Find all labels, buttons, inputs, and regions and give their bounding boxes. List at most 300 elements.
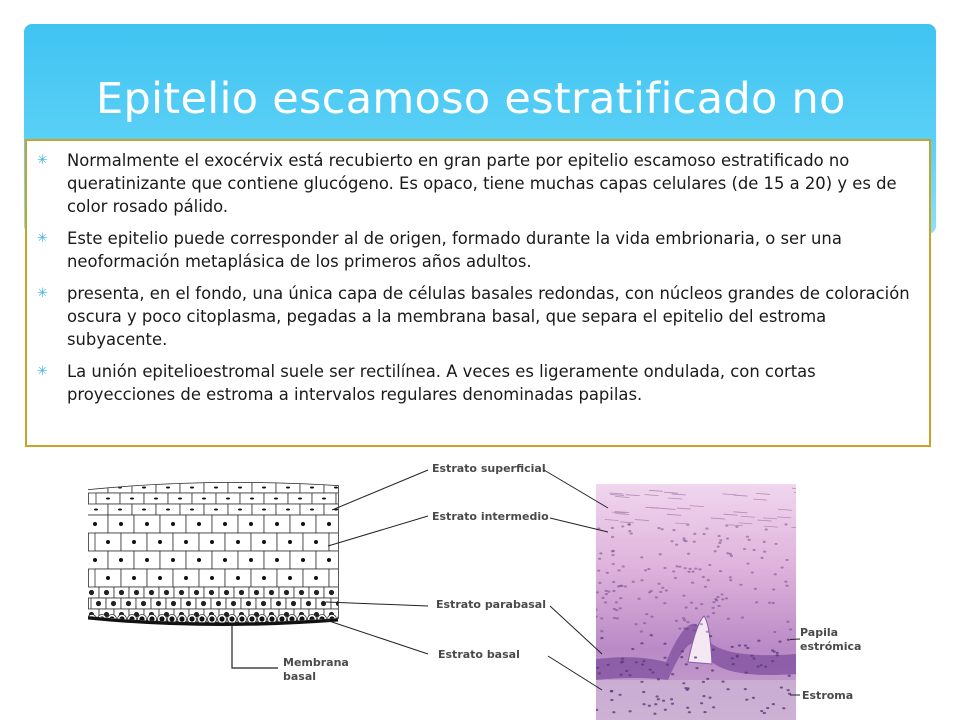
nucleus bbox=[772, 602, 775, 604]
nucleus bbox=[648, 669, 651, 671]
nucleus bbox=[650, 590, 653, 592]
nucleus bbox=[339, 616, 344, 621]
nucleus bbox=[685, 663, 688, 665]
nucleus bbox=[216, 601, 221, 606]
nucleus bbox=[738, 644, 741, 646]
nucleus bbox=[706, 631, 709, 633]
nucleus bbox=[306, 601, 311, 606]
nucleus bbox=[190, 487, 194, 489]
nucleus bbox=[89, 590, 94, 595]
nucleus bbox=[686, 687, 689, 689]
nucleus bbox=[708, 564, 711, 566]
nucleus bbox=[214, 509, 218, 511]
nucleus bbox=[645, 613, 648, 615]
nucleus bbox=[702, 576, 705, 578]
nucleus bbox=[169, 616, 174, 621]
nucleus bbox=[670, 698, 673, 700]
nucleus bbox=[763, 551, 766, 553]
bullet-text: presenta, en el fondo, una única capa de células basales redondas, con núcleos grandes de coloración oscura y poco citoplasma, pegadas a la membrana basal, que separa el epitelio del estroma subyacente. bbox=[67, 284, 910, 349]
nucleus bbox=[752, 697, 755, 699]
nucleus bbox=[712, 607, 715, 609]
nucleus bbox=[675, 565, 678, 567]
stroma-region bbox=[596, 680, 796, 720]
nucleus bbox=[274, 498, 278, 500]
text-box bbox=[25, 139, 931, 447]
nucleus bbox=[119, 558, 123, 562]
nucleus bbox=[705, 527, 708, 529]
nucleus bbox=[262, 576, 266, 580]
nucleus bbox=[691, 571, 694, 573]
nucleus bbox=[745, 699, 748, 701]
nucleus bbox=[700, 623, 703, 625]
nucleus bbox=[632, 581, 635, 583]
nucleus bbox=[340, 576, 344, 580]
nucleus bbox=[714, 550, 717, 552]
nucleus bbox=[171, 522, 175, 526]
slide-title: Epitelio escamoso estratificado no bbox=[96, 74, 846, 124]
nucleus bbox=[782, 707, 785, 709]
leader-basal bbox=[320, 618, 428, 654]
cell bbox=[338, 615, 347, 624]
nucleus bbox=[269, 616, 274, 621]
nucleus bbox=[93, 522, 97, 526]
nucleus bbox=[166, 487, 170, 489]
nucleus bbox=[209, 616, 214, 621]
nucleus bbox=[159, 616, 164, 621]
nucleus bbox=[650, 616, 653, 618]
nucleus bbox=[223, 558, 227, 562]
nucleus bbox=[784, 581, 787, 583]
nucleus bbox=[704, 586, 707, 588]
nucleus bbox=[141, 601, 146, 606]
nucleus bbox=[731, 646, 734, 648]
nucleus bbox=[291, 601, 296, 606]
nucleus bbox=[262, 487, 266, 489]
nucleus bbox=[682, 595, 685, 597]
nucleus bbox=[716, 596, 719, 598]
cell bbox=[336, 493, 360, 504]
nucleus bbox=[778, 641, 781, 643]
nucleus bbox=[634, 623, 637, 625]
nucleus bbox=[642, 660, 645, 662]
nucleus bbox=[299, 590, 304, 595]
nucleus bbox=[149, 590, 154, 595]
epithelium-diagram bbox=[88, 458, 588, 720]
nucleus bbox=[729, 576, 732, 578]
nucleus bbox=[130, 498, 134, 500]
nucleus bbox=[721, 598, 724, 600]
intermediate-cells bbox=[88, 515, 355, 587]
leader-superficial-right bbox=[544, 470, 608, 508]
nucleus bbox=[781, 566, 784, 568]
bullet-item bbox=[37, 149, 915, 218]
nucleus bbox=[106, 498, 110, 500]
nucleus bbox=[726, 552, 729, 554]
nucleus bbox=[719, 539, 722, 541]
nucleus bbox=[190, 509, 194, 511]
label-membrana: Membrana bbox=[283, 656, 349, 669]
nucleus bbox=[134, 590, 139, 595]
nucleus bbox=[712, 601, 715, 603]
leader-parabasal-right bbox=[550, 606, 602, 654]
nucleus bbox=[104, 590, 109, 595]
nucleus bbox=[664, 709, 667, 711]
nucleus bbox=[262, 509, 266, 511]
nucleus bbox=[692, 629, 695, 631]
nucleus bbox=[744, 645, 747, 647]
nucleus bbox=[186, 601, 191, 606]
nucleus bbox=[314, 590, 319, 595]
nucleus bbox=[700, 603, 703, 605]
nucleus bbox=[106, 540, 110, 544]
nucleus bbox=[189, 616, 194, 621]
nucleus bbox=[640, 642, 643, 644]
nucleus bbox=[126, 601, 131, 606]
nucleus bbox=[760, 664, 763, 666]
nucleus bbox=[678, 566, 681, 568]
nucleus bbox=[690, 602, 693, 604]
bullet-list bbox=[37, 149, 915, 406]
nucleus bbox=[727, 618, 730, 620]
nucleus bbox=[682, 617, 685, 619]
nucleus bbox=[686, 707, 689, 709]
nucleus bbox=[158, 576, 162, 580]
label-papila: Papila bbox=[800, 626, 839, 639]
nucleus bbox=[119, 590, 124, 595]
nucleus bbox=[628, 710, 631, 712]
nucleus bbox=[197, 522, 201, 526]
superficial-cells bbox=[88, 482, 360, 515]
nucleus bbox=[757, 640, 760, 642]
nucleus bbox=[286, 509, 290, 511]
nucleus bbox=[301, 522, 305, 526]
nucleus bbox=[314, 540, 318, 544]
nucleus bbox=[744, 688, 747, 690]
nucleus bbox=[739, 584, 742, 586]
nucleus bbox=[774, 573, 777, 575]
nucleus bbox=[661, 528, 664, 530]
nucleus bbox=[756, 665, 759, 667]
nucleus bbox=[687, 553, 690, 555]
nucleus bbox=[164, 590, 169, 595]
nucleus bbox=[663, 657, 666, 659]
nucleus bbox=[703, 711, 706, 713]
nucleus bbox=[784, 523, 787, 525]
asterisk-bullet-icon: ✳ bbox=[37, 231, 48, 246]
nucleus bbox=[689, 568, 692, 570]
nucleus bbox=[683, 539, 686, 541]
nucleus bbox=[118, 509, 122, 511]
nucleus bbox=[154, 498, 158, 500]
nucleus bbox=[680, 656, 683, 658]
nucleus bbox=[712, 648, 715, 650]
nucleus bbox=[683, 619, 686, 621]
nucleus bbox=[707, 579, 710, 581]
nucleus bbox=[654, 703, 657, 705]
leader-basal-right bbox=[548, 656, 602, 690]
nucleus bbox=[329, 590, 334, 595]
nucleus bbox=[219, 616, 224, 621]
nucleus bbox=[106, 576, 110, 580]
nucleus bbox=[650, 634, 653, 636]
nucleus bbox=[201, 601, 206, 606]
leader-parabasal bbox=[326, 602, 428, 606]
nucleus bbox=[743, 548, 746, 550]
nucleus bbox=[670, 540, 673, 542]
nucleus bbox=[238, 487, 242, 489]
nucleus bbox=[658, 583, 661, 585]
label-estrato-basal: Estrato basal bbox=[438, 648, 520, 661]
nucleus bbox=[691, 582, 694, 584]
nucleus bbox=[158, 540, 162, 544]
nucleus bbox=[655, 596, 658, 598]
nucleus bbox=[755, 601, 758, 603]
nucleus bbox=[210, 540, 214, 544]
cell bbox=[88, 551, 108, 569]
nucleus bbox=[731, 657, 734, 659]
nucleus bbox=[156, 601, 161, 606]
nucleus bbox=[226, 498, 230, 500]
nucleus bbox=[684, 567, 687, 569]
nucleus bbox=[726, 688, 729, 690]
nucleus bbox=[621, 658, 624, 660]
nucleus bbox=[663, 643, 666, 645]
leader-superficial bbox=[332, 470, 428, 510]
nucleus bbox=[310, 509, 314, 511]
nucleus bbox=[773, 631, 776, 633]
nucleus bbox=[179, 590, 184, 595]
nucleus bbox=[644, 569, 647, 571]
nucleus bbox=[735, 526, 738, 528]
nucleus bbox=[688, 711, 691, 713]
nucleus bbox=[178, 498, 182, 500]
nucleus bbox=[119, 522, 123, 526]
nucleus bbox=[621, 525, 624, 527]
nucleus bbox=[640, 681, 643, 683]
nucleus bbox=[238, 509, 242, 511]
micrograph-leaders bbox=[540, 458, 620, 720]
nucleus bbox=[262, 540, 266, 544]
nucleus bbox=[194, 590, 199, 595]
nucleus bbox=[620, 585, 623, 587]
nucleus bbox=[199, 616, 204, 621]
nucleus bbox=[666, 663, 669, 665]
nucleus bbox=[642, 703, 645, 705]
nucleus bbox=[310, 487, 314, 489]
nucleus bbox=[631, 648, 634, 650]
nucleus bbox=[279, 616, 284, 621]
nucleus bbox=[642, 691, 645, 693]
nucleus bbox=[764, 666, 767, 668]
nucleus bbox=[653, 713, 656, 715]
nucleus bbox=[695, 607, 698, 609]
nucleus bbox=[685, 606, 688, 608]
histology-micrograph bbox=[596, 484, 796, 720]
nucleus bbox=[694, 656, 697, 658]
membrane-bracket bbox=[232, 626, 278, 668]
nucleus bbox=[760, 710, 763, 712]
nucleus bbox=[768, 602, 771, 604]
nucleus bbox=[322, 498, 326, 500]
nucleus bbox=[346, 498, 350, 500]
nucleus bbox=[708, 696, 711, 698]
parabasal-cells bbox=[88, 587, 346, 620]
nucleus bbox=[774, 543, 777, 545]
nucleus bbox=[197, 558, 201, 562]
nucleus bbox=[766, 707, 769, 709]
nucleus bbox=[729, 579, 732, 581]
nucleus bbox=[659, 591, 662, 593]
nucleus bbox=[661, 587, 664, 589]
nucleus bbox=[763, 541, 766, 543]
nucleus bbox=[142, 509, 146, 511]
nucleus bbox=[284, 590, 289, 595]
nucleus bbox=[142, 487, 146, 489]
nucleus bbox=[628, 530, 631, 532]
label-estrato-superficial: Estrato superficial bbox=[432, 462, 546, 475]
nucleus bbox=[780, 686, 783, 688]
nucleus bbox=[334, 487, 338, 489]
nucleus bbox=[184, 540, 188, 544]
nucleus bbox=[682, 537, 685, 539]
nucleus bbox=[657, 678, 660, 680]
label-basal: basal bbox=[283, 670, 317, 683]
nucleus bbox=[261, 601, 266, 606]
nucleus bbox=[637, 598, 640, 600]
nucleus bbox=[706, 678, 709, 680]
nucleus bbox=[314, 576, 318, 580]
nucleus bbox=[674, 577, 677, 579]
nucleus bbox=[275, 522, 279, 526]
nucleus bbox=[657, 527, 660, 529]
label-estromica: estrómica bbox=[800, 640, 862, 653]
asterisk-bullet-icon: ✳ bbox=[37, 153, 48, 168]
bullet-text: Normalmente el exocérvix está recubierto en gran parte por epitelio escamoso estratificado no queratinizante que contiene glucógeno. Es opaco, tiene muchas capas celulares (de 15 a 20) y es de color rosado pálido. bbox=[67, 151, 897, 216]
nucleus bbox=[714, 598, 717, 600]
nucleus bbox=[751, 571, 754, 573]
nucleus bbox=[236, 540, 240, 544]
nucleus bbox=[686, 621, 689, 623]
nucleus bbox=[721, 681, 724, 683]
asterisk-bullet-icon: ✳ bbox=[37, 286, 48, 301]
nucleus bbox=[725, 524, 728, 526]
nucleus bbox=[286, 487, 290, 489]
nucleus bbox=[663, 567, 666, 569]
label-estroma: Estroma bbox=[802, 689, 854, 702]
nucleus bbox=[771, 649, 774, 651]
nucleus bbox=[93, 558, 97, 562]
nucleus bbox=[709, 635, 712, 637]
nucleus bbox=[719, 570, 722, 572]
cell bbox=[329, 569, 355, 587]
nucleus bbox=[111, 601, 116, 606]
nucleus bbox=[698, 568, 701, 570]
nucleus bbox=[776, 652, 779, 654]
nucleus bbox=[246, 601, 251, 606]
nucleus bbox=[171, 601, 176, 606]
nucleus bbox=[712, 706, 715, 708]
nucleus bbox=[94, 509, 98, 511]
nucleus bbox=[647, 568, 650, 570]
nucleus bbox=[711, 669, 714, 671]
nucleus bbox=[236, 576, 240, 580]
nucleus bbox=[765, 528, 768, 530]
bullet-item bbox=[37, 227, 915, 273]
nucleus bbox=[641, 663, 644, 665]
nucleus bbox=[276, 601, 281, 606]
nucleus bbox=[659, 553, 662, 555]
nucleus bbox=[687, 571, 690, 573]
nucleus bbox=[209, 590, 214, 595]
cell bbox=[88, 482, 108, 493]
nucleus bbox=[259, 616, 264, 621]
nucleus bbox=[717, 546, 720, 548]
nucleus bbox=[678, 627, 681, 629]
nucleus bbox=[754, 588, 757, 590]
nucleus bbox=[651, 671, 654, 673]
bullet-item bbox=[37, 282, 915, 351]
nucleus bbox=[746, 647, 749, 649]
nucleus bbox=[776, 654, 779, 656]
nucleus bbox=[700, 702, 703, 704]
nucleus bbox=[621, 660, 624, 662]
nucleus bbox=[746, 536, 749, 538]
nucleus bbox=[717, 605, 720, 607]
nucleus bbox=[693, 541, 696, 543]
leader-papila bbox=[790, 639, 800, 644]
nucleus bbox=[712, 612, 715, 614]
nucleus bbox=[624, 585, 627, 587]
leader-intermedio-right bbox=[550, 518, 608, 532]
nucleus bbox=[179, 616, 184, 621]
nucleus bbox=[732, 663, 735, 665]
nucleus bbox=[694, 624, 697, 626]
nucleus bbox=[224, 590, 229, 595]
nucleus bbox=[145, 558, 149, 562]
nucleus bbox=[675, 620, 678, 622]
nucleus bbox=[771, 660, 774, 662]
nucleus bbox=[702, 695, 705, 697]
nucleus bbox=[657, 698, 660, 700]
nucleus bbox=[671, 703, 674, 705]
nucleus bbox=[250, 498, 254, 500]
nucleus bbox=[752, 657, 755, 659]
bullet-text: La unión epitelioestromal suele ser rectilínea. A veces es ligeramente ondulada, con cortas proyecciones de estroma a intervalos regulares denominadas papilas. bbox=[67, 362, 816, 404]
nucleus bbox=[682, 682, 685, 684]
nucleus bbox=[672, 529, 675, 531]
nucleus bbox=[635, 661, 638, 663]
nucleus bbox=[239, 616, 244, 621]
nucleus bbox=[622, 565, 625, 567]
nucleus bbox=[298, 498, 302, 500]
nucleus bbox=[753, 549, 756, 551]
nucleus bbox=[720, 593, 723, 595]
nucleus bbox=[748, 539, 751, 541]
nucleus bbox=[665, 589, 668, 591]
nucleus bbox=[785, 585, 788, 587]
nucleus bbox=[210, 576, 214, 580]
nucleus bbox=[741, 616, 744, 618]
nucleus bbox=[640, 556, 643, 558]
nucleus bbox=[693, 533, 696, 535]
nucleus bbox=[132, 576, 136, 580]
micrograph-labels bbox=[790, 484, 950, 720]
nucleus bbox=[763, 712, 766, 714]
nucleus bbox=[249, 616, 254, 621]
nucleus bbox=[171, 558, 175, 562]
nucleus bbox=[640, 579, 643, 581]
nucleus bbox=[772, 588, 775, 590]
